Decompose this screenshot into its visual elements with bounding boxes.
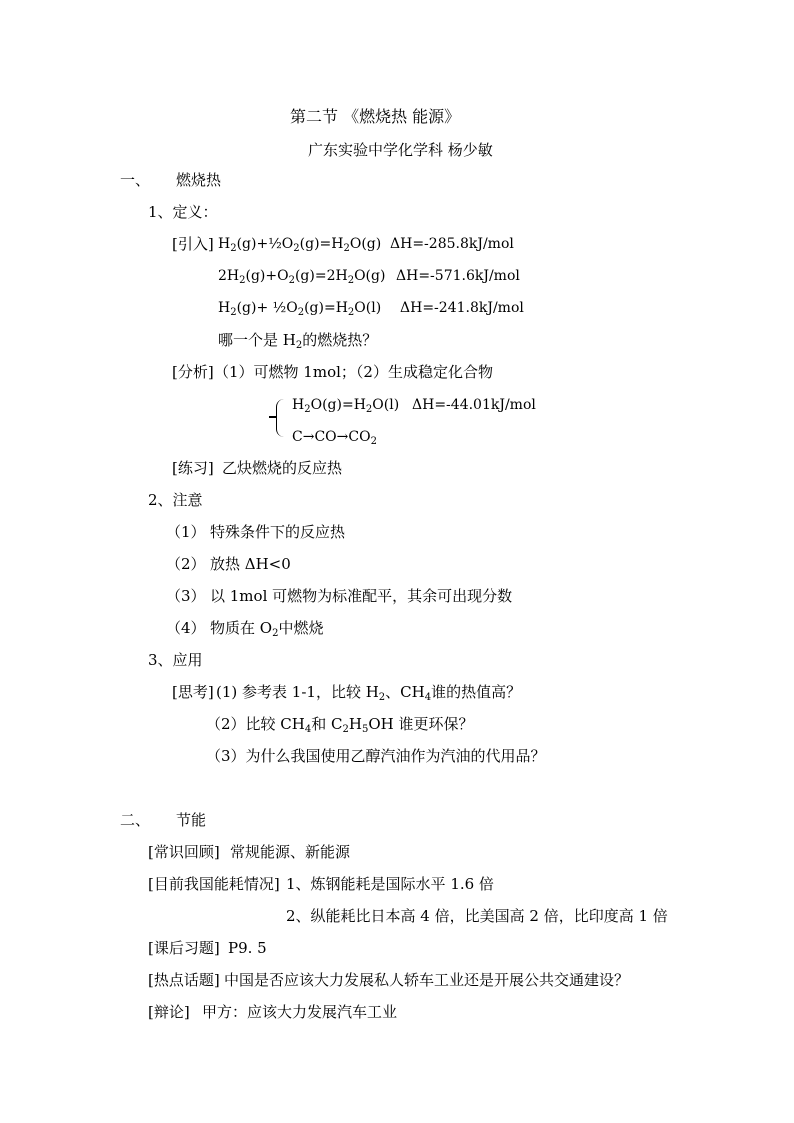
hot-topic-text: 中国是否应该大力发展私人轿车工业还是开展公共交通建设？ <box>224 971 630 989</box>
current-text-1: 1、炼钢能耗是国际水平 1.6 倍 <box>286 875 494 893</box>
analysis-text: （1）可燃物 1mol；（2）生成稳定化合物 <box>214 363 493 381</box>
practice-text: 乙炔燃烧的反应热 <box>222 459 343 477</box>
note-3-text: 以 1mol 可燃物为标准配平，其余可出现分数 <box>210 587 513 605</box>
intro-label: [引入] <box>172 235 214 253</box>
note-4-number: （4） <box>166 619 206 637</box>
brace-equation-1-enthalpy: ΔH=-44.01kJ/mol <box>412 397 536 413</box>
intro-question: 哪一个是 $H_2$的燃烧热？ <box>218 331 378 351</box>
section-2-number: 二、 <box>120 811 151 829</box>
think-question-1: (1) 参考表 1-1，比较 $H_2$、$CH_4$谁的热值高？ <box>216 683 522 703</box>
note-1-number: （1） <box>166 523 206 541</box>
current-text-2: 2、纵能耗比日本高 4 倍，比美国高 2 倍，比印度高 1 倍 <box>286 907 668 925</box>
note-3-number: （3） <box>166 587 206 605</box>
reaction-3-equation: $H_2(g)+$ $\frac{1}{2}O_2(g)=H_2O(l)$ <box>218 300 382 318</box>
reaction-2-equation: $2H_2(g)+O_2(g)=2H_2O(g)$ <box>218 268 386 286</box>
common-label: [常识回顾] <box>148 843 220 861</box>
page-title: 第二节 《燃烧热 能源》 <box>290 107 461 126</box>
note-2-number: （2） <box>166 555 206 573</box>
debate-text: 甲方：应该大力发展汽车工业 <box>202 1003 398 1021</box>
reaction-2-enthalpy: ΔH=-571.6kJ/mol <box>396 268 520 284</box>
brace-symbol <box>276 399 285 437</box>
think-question-3: （3）为什么我国使用乙醇汽油作为汽油的代用品？ <box>206 747 546 765</box>
note-4-text: 物质在 $O_2$中燃烧 <box>210 619 324 639</box>
think-question-2: （2）比较 $CH_4$和 $C_2H_5OH$ 谁更环保？ <box>206 715 474 735</box>
homework-label: [课后习题] <box>148 939 220 957</box>
author-line: 广东实验中学化学科 杨少敏 <box>308 141 493 159</box>
brace-equation-2: $C\to CO\to CO_2$ <box>292 429 377 447</box>
analysis-label: [分析] <box>172 363 214 381</box>
subsection-notes: 2、注意 <box>148 491 203 509</box>
current-label: [目前我国能耗情况] <box>148 875 280 893</box>
subsection-definition: 1、定义： <box>148 203 218 221</box>
hot-topic-label: [热点话题] <box>148 971 220 989</box>
brace-equation-1: $H_2O(g)=H_2O(l)$ <box>292 397 400 415</box>
reaction-1-equation: $H_2(g)+\frac{1}{2}O_2(g)=H_2O(g)$ <box>218 236 382 254</box>
reaction-3-enthalpy: ΔH=-241.8kJ/mol <box>400 300 524 316</box>
practice-label: [练习] <box>172 459 214 477</box>
section-1-title: 燃烧热 <box>176 171 222 189</box>
think-label: [思考] <box>172 683 214 701</box>
common-text: 常规能源、新能源 <box>230 843 351 861</box>
subsection-application: 3、应用 <box>148 651 203 669</box>
homework-text: P9. 5 <box>228 939 267 957</box>
reaction-1-enthalpy: ΔH=-285.8kJ/mol <box>390 236 514 252</box>
note-2-text: 放热 ΔH<0 <box>210 555 291 573</box>
debate-label: [辩论] <box>148 1003 190 1021</box>
note-1-text: 特殊条件下的反应热 <box>210 523 346 541</box>
section-1-number: 一、 <box>120 171 151 189</box>
section-2-title: 节能 <box>176 811 207 829</box>
